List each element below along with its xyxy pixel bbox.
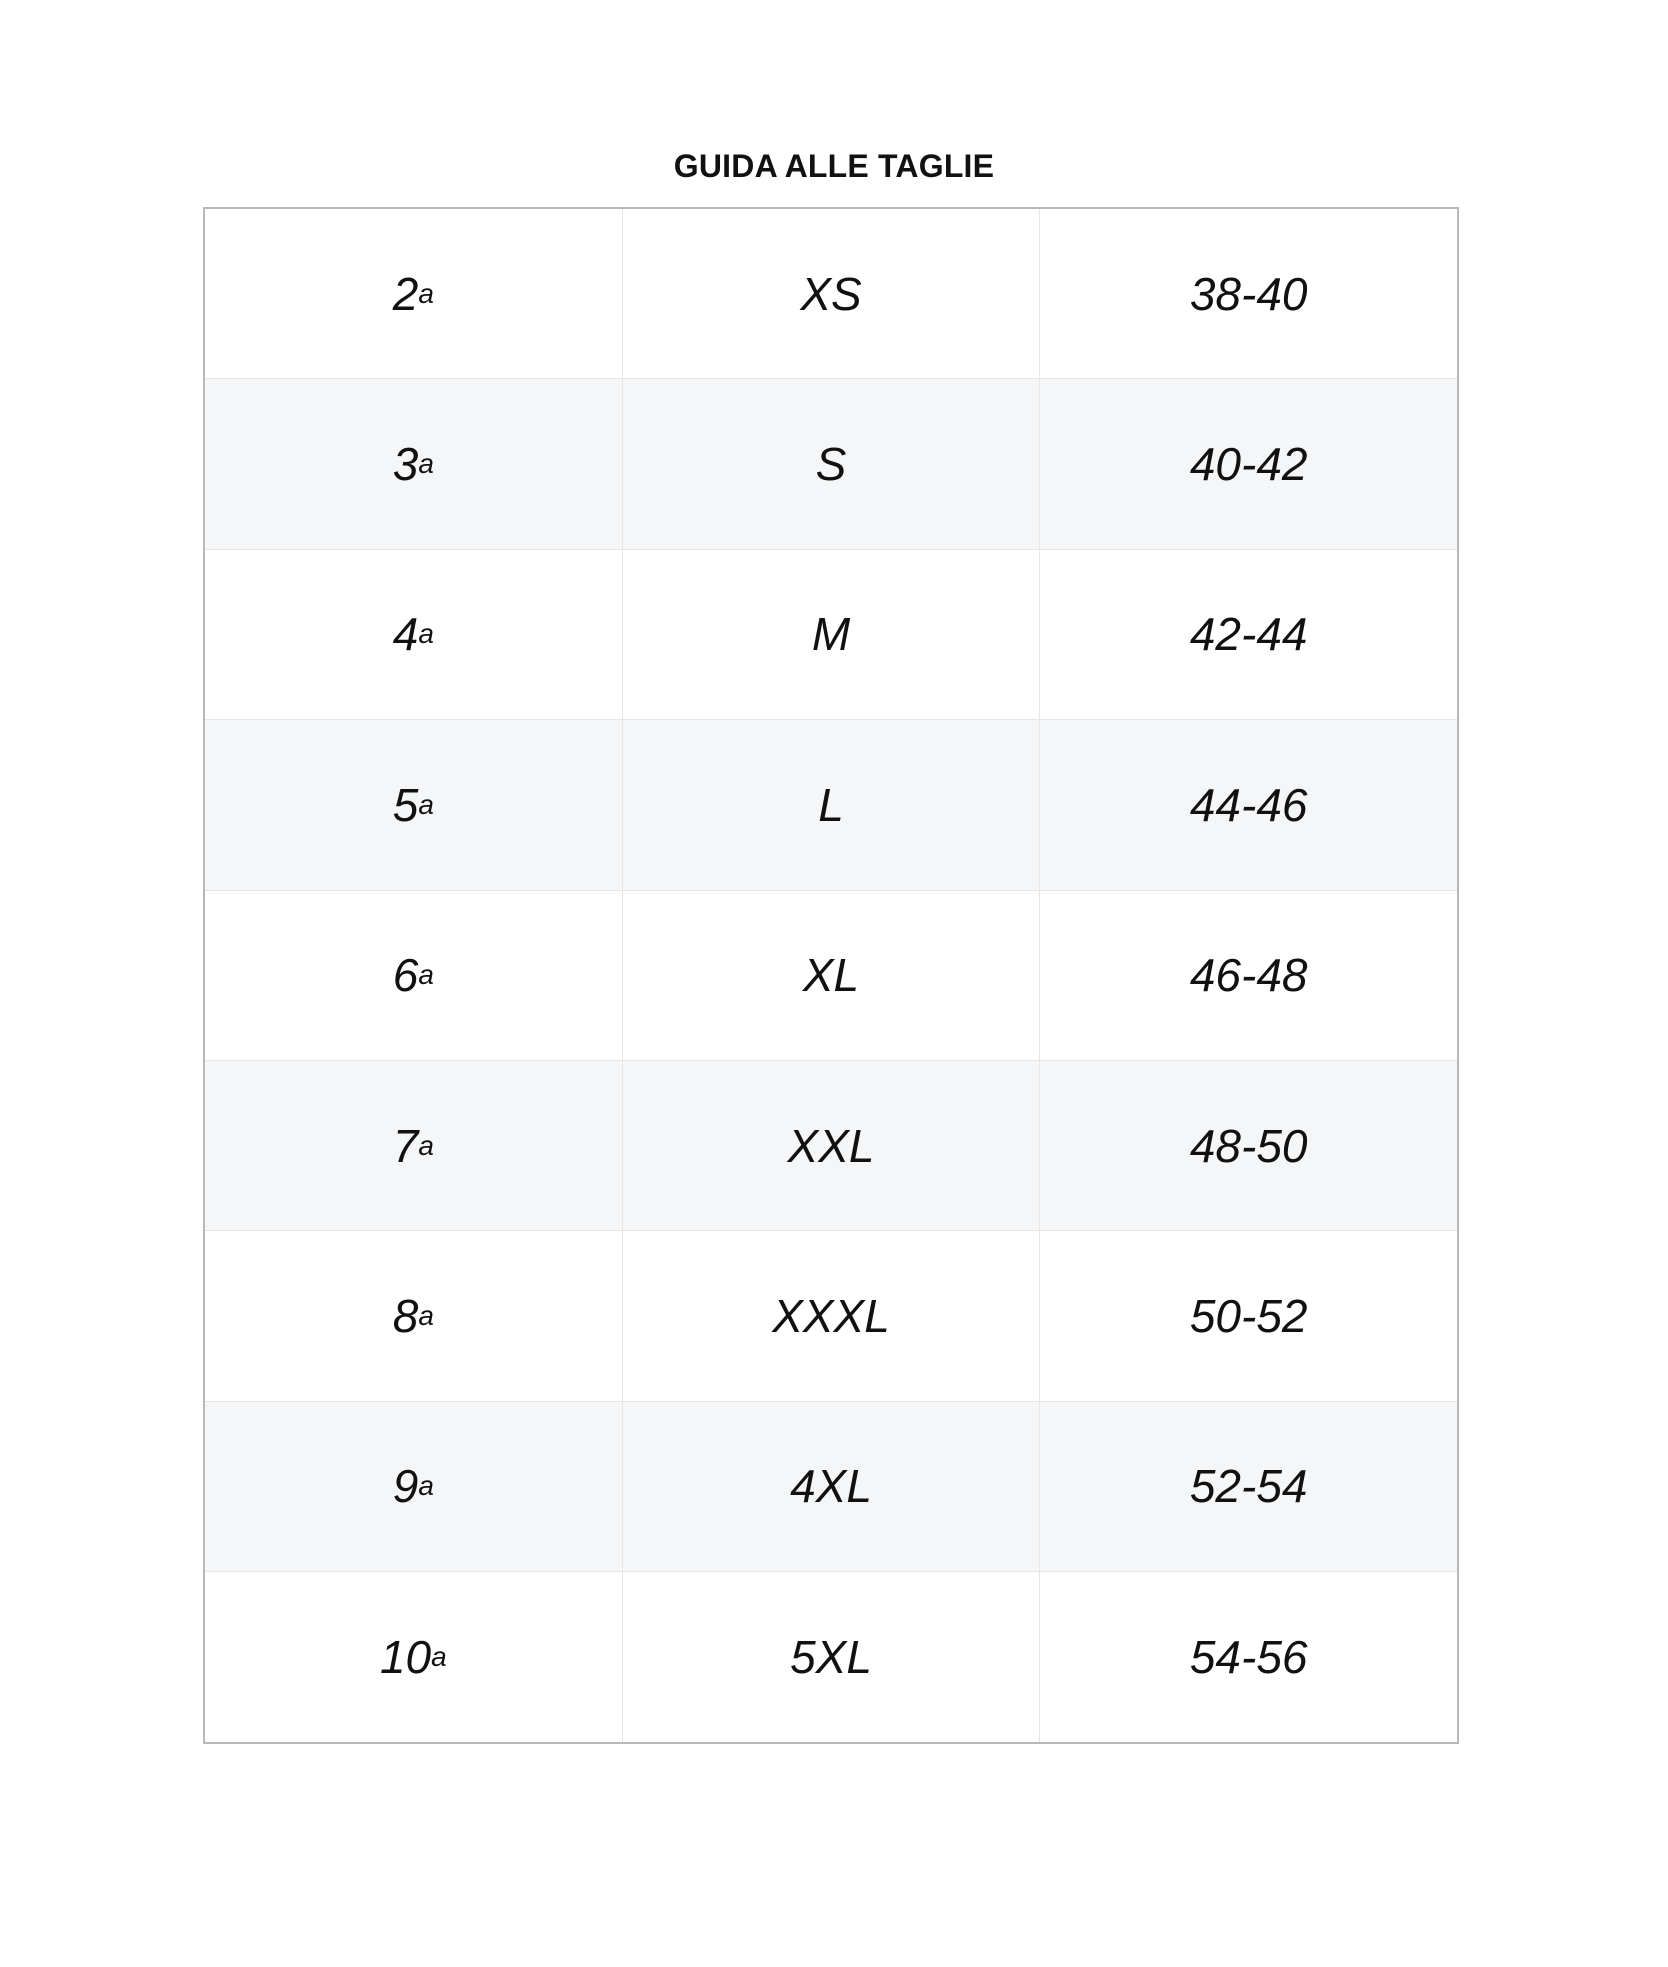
taglia-cell: 4 a [392,608,434,661]
table-row [205,719,1457,889]
range-cell: 52-54 [1039,1402,1457,1571]
size-cell: 5XL [622,1572,1040,1741]
taglia-number: 8 [392,1290,419,1343]
taglia-number: 10 [379,1630,432,1683]
size-guide-table [203,207,1459,1744]
table-row [205,1230,1457,1400]
size-cell: S [622,379,1040,548]
size-cell: XXXL [622,1231,1040,1400]
range-cell: 54-56 [1039,1572,1457,1741]
table-row [205,1060,1457,1230]
taglia-number: 4 [392,608,419,661]
table-row [205,1401,1457,1571]
table-row [205,890,1457,1060]
taglia-cell: 5 a [392,778,434,831]
taglia-cell: 2 a [392,267,434,320]
taglia-cell: 7 a [392,1119,434,1172]
taglia-cell: 6 a [392,949,434,1002]
range-cell: 46-48 [1039,891,1457,1060]
taglia-number: 5 [392,778,419,831]
table-row [205,1571,1457,1741]
range-cell: 50-52 [1039,1231,1457,1400]
taglia-cell: 9 a [392,1460,434,1513]
taglia-cell: 8 a [392,1290,434,1343]
taglia-cell: 3 a [392,438,434,491]
range-cell: 38-40 [1039,209,1457,378]
size-cell: M [622,550,1040,719]
size-cell: XL [622,891,1040,1060]
size-cell: L [622,720,1040,889]
taglia-number: 2 [392,267,419,320]
taglia-cell: 10 a [379,1630,447,1683]
size-cell: XXL [622,1061,1040,1230]
table-row [205,378,1457,548]
size-cell: 4XL [622,1402,1040,1571]
taglia-number: 3 [392,438,419,491]
range-cell: 44-46 [1039,720,1457,889]
page-title: GUIDA ALLE TAGLIE [673,148,995,184]
size-cell: XS [622,209,1040,378]
range-cell: 40-42 [1039,379,1457,548]
range-cell: 48-50 [1039,1061,1457,1230]
table-row [205,209,1457,378]
taglia-number: 7 [392,1119,419,1172]
table-row [205,549,1457,719]
taglia-number: 9 [392,1460,419,1513]
range-cell: 42-44 [1039,550,1457,719]
taglia-number: 6 [392,949,419,1002]
